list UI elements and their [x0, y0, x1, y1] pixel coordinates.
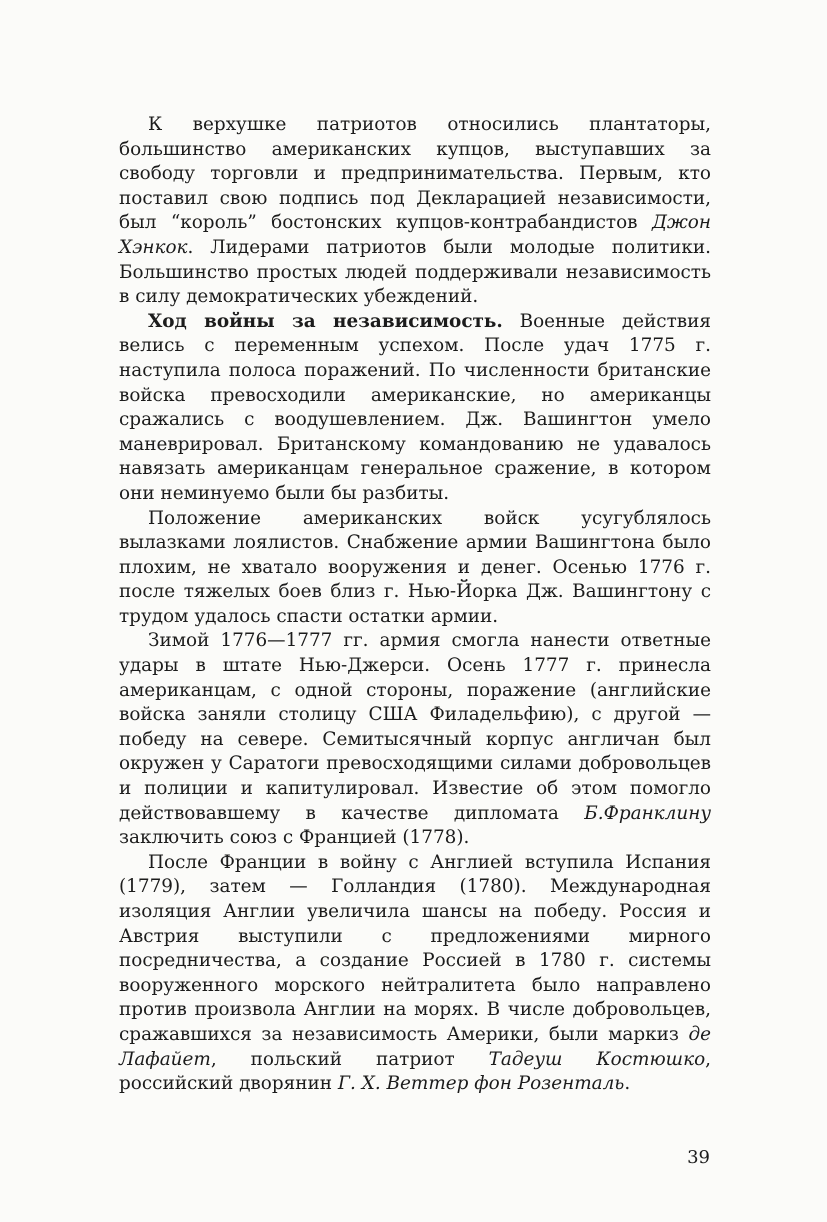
page-number: 39: [687, 1147, 710, 1168]
paragraph-patriots: К верхушке патриотов относились плантаторы, большинство американских купцов, выступавших за свободу торговли и предпринимательства. Первым, кто поставил свою подпись под Декларацией независимости, был “король” бостонских купцов-контрабандистов Джон Хэнкок. Лидерами патриотов были молодые политики. Большинство простых людей поддерживали независимость в силу демократических убеждений.: [119, 114, 711, 308]
main-text: [119, 113, 711, 1097]
paragraph-international: После Франции в войну с Англией вступила Испания (1779), затем — Голландия (1780). Международная изоляция Англии увеличила шансы на победу. Россия и Австрия выступили с предложениями мирного посредничества, а создание Россией в 1780 г. системы вооруженного морского нейтралитета было направлено против произвола Англии на морях. В числе добровольцев, сражавшихся за независимость Америки, были маркиз де Лафайет, польский патриот Тадеуш Костюшко, российский дворянин Г. Х. Веттер фон Розенталь.: [119, 851, 712, 1095]
name-kosciuszko: Тадеуш Костюшко: [488, 1048, 706, 1070]
name-lafayette: де Лафайет: [119, 1023, 711, 1070]
paragraph-saratoga: Зимой 1776—1777 гг. армия смогла нанести ответные удары в штате Нью-Джерси. Осень 1777 г. принесла американцам, с одной стороны, поражение (английские войска заняли столицу США Филадельфию), с другой — победу на севере. Семитысячный корпус англичан был окружен у Саратоги превосходящими силами добровольцев и полиции и капитулировал. Известие об этом помогло действовавшему в качестве дипломата Б.Франклину заключить союз с Францией (1778).: [119, 630, 711, 849]
name-franklin: Б.Франклину: [584, 802, 711, 824]
name-vetter-von-rosenthal: Г. Х. Веттер фон Розенталь: [337, 1073, 625, 1095]
paragraph-army-situation: Положение американских войск усугублялось вылазками лоялистов. Снабжение армии Вашингтона было плохим, не хватало вооружения и денег. Осенью 1776 г. после тяжелых боев близ г. Нью-Йорка Дж. Вашингтону с трудом удалось спасти остатки армии.: [119, 507, 711, 627]
section-heading: Ход войны за независимость.: [148, 310, 503, 332]
name-hancock: Джон Хэнкок: [119, 212, 711, 258]
paragraph-war-course: Ход войны за независимость. Военные действия велись с переменным успехом. После удач 1775 г. наступила полоса поражений. По численности британские войска превосходили американские, но американцы сражались с воодушевлением. Дж. Вашингтон умело маневрировал. Британскому командованию не удавалось навязать американцам генеральное сражение, в котором они неминуемо были бы разбиты.: [119, 310, 711, 504]
